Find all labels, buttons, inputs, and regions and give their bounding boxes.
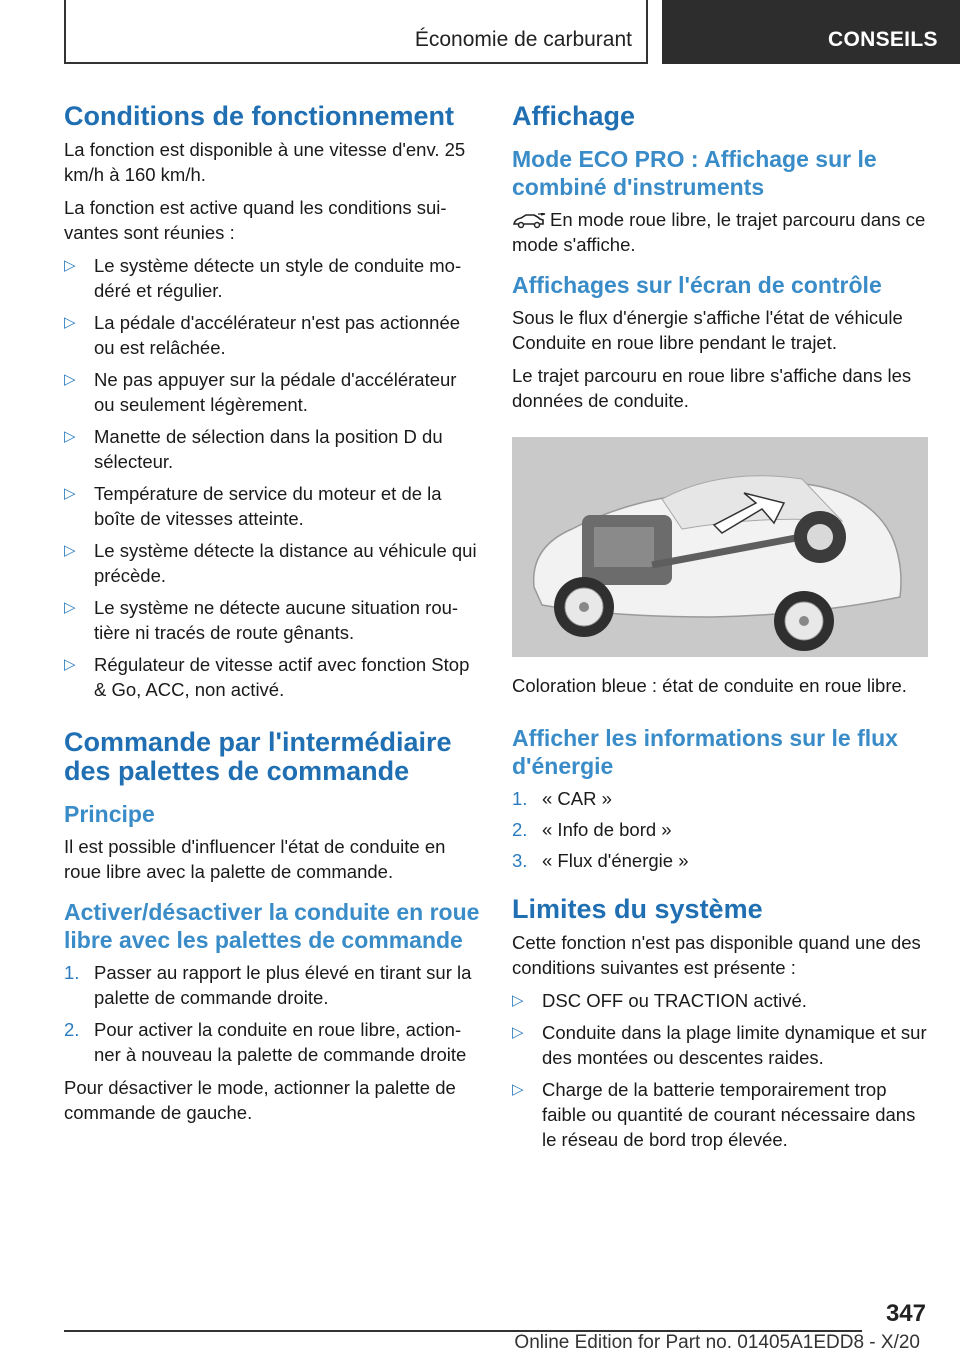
triangle-right-outline-icon: ▷ xyxy=(512,1024,524,1041)
paragraph-eco: En mode roue libre, le trajet parcouru dans ce mode s'affiche. xyxy=(512,209,926,255)
list-item: ▷ La pédale d'accélérateur n'est pas actionnée ou est relâchée. xyxy=(64,312,461,358)
car-illustration xyxy=(512,437,928,657)
triangle-right-outline-icon: ▷ xyxy=(64,542,76,559)
heading-energy-flow: Afficher les informations sur le flux d'énergie xyxy=(512,725,898,779)
conditions-list xyxy=(64,253,480,702)
header-chapter-tab xyxy=(64,0,648,64)
heading-display: Affichage xyxy=(512,101,636,131)
list-item: ▷ Le système détecte un style de conduite modéré et régulier. xyxy=(64,255,462,301)
car-coasting-icon xyxy=(512,213,546,229)
triangle-right-outline-icon: ▷ xyxy=(64,428,76,445)
header-chapter-title: Économie de carburant xyxy=(414,28,632,51)
paragraph-control-2: Le trajet parcouru en roue libre s'affiche dans les données de conduite. xyxy=(512,365,912,411)
list-item: 2. « Info de bord » xyxy=(512,819,672,840)
triangle-right-outline-icon: ▷ xyxy=(64,656,76,673)
triangle-right-outline-icon: ▷ xyxy=(64,314,76,331)
list-item: 1. « CAR » xyxy=(512,788,612,809)
list-item: ▷ Charge de la batterie temporairement trop faible ou quantité de courant nécessaire dans le réseau de bord trop élevée. xyxy=(512,1079,916,1150)
car-drivetrain-drawing xyxy=(512,437,928,657)
list-item: ▷ DSC OFF ou TRACTION activé. xyxy=(512,990,807,1011)
triangle-right-outline-icon: ▷ xyxy=(512,1081,524,1098)
paragraph-principle: Il est possible d'influencer l'état de conduite en roue libre avec la palette de commande. xyxy=(64,836,446,882)
figure-caption: Coloration bleue : état de conduite en roue libre. xyxy=(512,675,907,696)
triangle-right-outline-icon: ▷ xyxy=(64,371,76,388)
right-column xyxy=(512,98,928,1160)
list-item: ▷ Le système ne détecte aucune situation routière ni tracés de route gênants. xyxy=(64,597,459,643)
triangle-right-outline-icon: ▷ xyxy=(64,599,76,616)
list-item: ▷ Ne pas appuyer sur la pédale d'accélérateur ou seulement légèrement. xyxy=(64,369,457,415)
limits-list xyxy=(512,988,928,1152)
heading-conditions: Conditions de fonctionnement xyxy=(64,101,454,131)
list-item: 1. Passer au rapport le plus élevé en tirant sur la palette de commande droite. xyxy=(64,962,472,1008)
left-column xyxy=(64,98,480,1133)
heading-system-limits: Limites du système xyxy=(512,894,763,924)
heading-control-display: Affichages sur l'écran de contrôle xyxy=(512,272,882,298)
header-section-tab: CONSEILS xyxy=(662,0,960,64)
heading-eco-pro: Mode ECO PRO : Affichage sur le combiné d'instruments xyxy=(512,146,877,200)
list-item: ▷ Conduite dans la plage limite dynamique et sur des montées ou descentes raides. xyxy=(512,1022,927,1068)
heading-principle: Principe xyxy=(64,801,155,827)
heading-toggle-coasting: Activer/désactiver la conduite en roue libre avec les palettes de commande xyxy=(64,899,480,953)
footer-edition: Online Edition for Part no. 01405A1EDD8 - X/20 xyxy=(514,1332,920,1353)
list-item: ▷ Le système détecte la distance au véhicule qui précède. xyxy=(64,540,477,586)
paragraph-deactivate: Pour désactiver le mode, actionner la palette de commande de gauche. xyxy=(64,1077,456,1123)
triangle-right-outline-icon: ▷ xyxy=(64,485,76,502)
paragraph-control-1: Sous le flux d'énergie s'affiche l'état de véhicule Conduite en roue libre pendant le trajet. xyxy=(512,307,903,353)
toggle-steps xyxy=(64,960,480,1067)
list-item: ▷ Température de service du moteur et de la boîte de vitesses atteinte. xyxy=(64,483,442,529)
heading-paddles: Commande par l'intermédiaire des palettes de commande xyxy=(64,727,452,786)
energy-flow-steps xyxy=(512,786,928,873)
list-item: ▷ Régulateur de vitesse actif avec fonction Stop & Go, ACC, non activé. xyxy=(64,654,470,700)
triangle-right-outline-icon: ▷ xyxy=(512,992,524,1009)
list-item: 3. « Flux d'énergie » xyxy=(512,850,689,871)
list-item: 2. Pour activer la conduite en roue libre, actionner à nouveau la palette de commande droite xyxy=(64,1019,467,1065)
paragraph-speed: La fonction est disponible à une vitesse d'env. 25 km/h à 160 km/h. xyxy=(64,139,466,185)
paragraph-active: La fonction est active quand les conditions suivantes sont réunies : xyxy=(64,197,447,243)
triangle-right-outline-icon: ▷ xyxy=(64,257,76,274)
page-number: 347 xyxy=(885,1300,926,1327)
list-item: ▷ Manette de sélection dans la position D du sélecteur. xyxy=(64,426,443,472)
paragraph-limits: Cette fonction n'est pas disponible quand une des conditions suivantes est présente : xyxy=(512,932,921,978)
